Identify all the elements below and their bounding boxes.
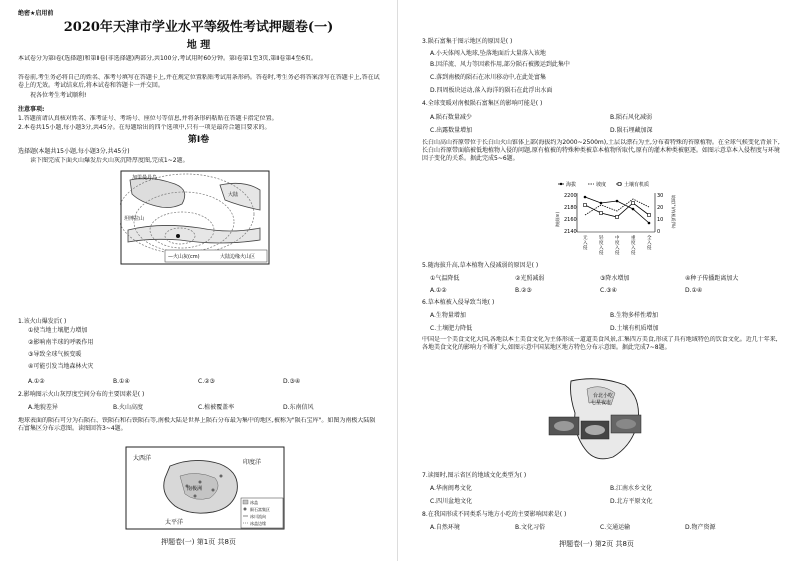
q7-options-row1: [430, 485, 790, 493]
q1-option-c[interactable]: C.②③: [198, 378, 215, 385]
food-map: [543, 375, 655, 463]
q7-option-b[interactable]: B.江南水乡文化: [610, 485, 653, 492]
section-title: 第Ⅰ卷: [187, 135, 210, 145]
question-1: 1.该火山爆发后( ): [18, 318, 67, 325]
q3-option-b[interactable]: B.因洋流、风力等因素作用,部分陨石被搬运到此集中: [430, 61, 570, 68]
chart3-cat-heavy: 重度入侵: [631, 236, 636, 256]
chart3-rtick-0: 0: [657, 229, 661, 235]
map2-label-atlantic: 大西洋: [133, 455, 152, 462]
footer-left: 押题卷(一) 第1页 共8页: [161, 538, 236, 546]
question-3: 3.陨石富集于图示地区的原因是( ): [422, 38, 513, 45]
q6-options-row1: [430, 312, 790, 320]
q4-option-b[interactable]: B.陨石风化减弱: [610, 114, 653, 121]
chart3-ylabel-right: 坡度(°)/有机质(%): [671, 195, 676, 229]
q7-options-row2: [430, 498, 790, 506]
q8-option-a[interactable]: A.自然环境: [430, 524, 460, 531]
intro-text-2: 答卷前,考生务必将自己的姓名、准考号填写在答题卡上,并在规定位置粘贴考试用条形码。答卷时,考生务必将答案涂写在答题卡上,答在试卷上的无效。考试结束后,将本试卷和答题卡一并交回。: [18, 74, 380, 89]
q6-option-c[interactable]: C.土壤肥力降低: [430, 325, 473, 332]
chart3-rtick-10: 10: [657, 217, 664, 223]
q7-option-a[interactable]: A.华南闽粤文化: [430, 485, 472, 492]
q5-item-4: ④种子传播距离加大: [685, 275, 739, 282]
question-4: 4.全球变暖对南极陨石富集区的影响可能是( ): [422, 100, 543, 107]
passage-4: 中国是一个美食文化大国,各地以本土美食文化为主体形成一道道美食风景,汇集四方美食,形成了具有地域特色的饮食文化。近几十年来,各地美食文化的影响力不断扩大,如图示意中国某地区地方特色分布示意图。据此完成7~8题。: [422, 336, 778, 351]
map2-legend-meteorite: 陨石富集区: [250, 507, 270, 512]
chart3-rtick-20: 20: [657, 205, 664, 211]
q8-option-c[interactable]: C.交通运输: [600, 524, 631, 531]
question-8: 8.在我国形成不同类系与地方小吃的主要影响因素是( ): [422, 511, 567, 518]
chart3-ytick-2160: 2160: [564, 217, 577, 223]
q1-option-d[interactable]: D.③④: [283, 378, 301, 385]
map4-label: 台北小吃七星夜市: [591, 393, 614, 406]
q5-items: [430, 275, 775, 283]
q1-option-a[interactable]: A.①②: [28, 378, 45, 385]
chart3-ytick-2200: 2200: [564, 193, 577, 199]
q1-options: [28, 378, 368, 386]
q5-item-3: ③降水增加: [600, 275, 630, 282]
q7-option-c[interactable]: C.四川盆地文化: [430, 498, 473, 505]
chart3-legend-organic: 土壤有机质: [624, 182, 650, 188]
question-6: 6.草本植被入侵导致当地( ): [422, 299, 495, 306]
map2-label-antarctica: 南极洲: [187, 486, 203, 492]
intro-text-3: 祝各位考生考试顺利!: [30, 92, 87, 99]
chart3-cat-light: 轻度入侵: [599, 236, 604, 256]
chart3-rtick-30: 30: [657, 193, 664, 199]
passage-3: 长白山高山苔原带位于长白山火山锥体上部(海拔约为2000~2500m),土层以漂石为主,分布着特殊的苔原植物。在全球气候变化背景下,长白山苔原带面临被低地植物入侵的问题,原有植被的特殊种类被草本植物所取代,原有的灌木种类被驱逐。如图示意草本入侵程度与环境因子变化的关系。据此完成5~6题。: [422, 139, 780, 162]
map2-legend-ice: 冰盖: [250, 500, 258, 505]
notice-title: 注意事项:: [18, 106, 45, 113]
q2-option-c[interactable]: C.植被覆盖率: [198, 404, 235, 411]
chart3-legend-slope: 坡度: [596, 182, 607, 188]
chart3-legend-altitude: 海拔: [566, 182, 577, 188]
map1-legend-b: 大陆边缘火山区: [220, 254, 256, 260]
question-5: 5.随海拔升高,草本植物入侵减弱的原因是( ): [422, 262, 539, 269]
notice-2: 2.本卷共15小题,每小题3分,共45分。在每题给出的四个选项中,只有一项是最符合题目要求的。: [18, 124, 271, 131]
secret-label: 绝密★启用前: [18, 10, 54, 17]
volcano-ash-map: [120, 170, 270, 265]
q3-option-d[interactable]: D.四周板块运动,落入海洋的陨石在此浮出水面: [430, 87, 553, 94]
q1-item-4: ④可能引发当地森林火灾: [28, 363, 94, 370]
q5-option-c[interactable]: C.③④: [600, 287, 617, 294]
invasion-chart: [550, 175, 680, 260]
map1-label-a: 加里曼丹岛: [132, 175, 158, 181]
q5-item-1: ①气温降低: [430, 275, 460, 282]
q4-option-d[interactable]: D.陨石埋藏加深: [610, 127, 653, 134]
q6-options-row2: [430, 325, 790, 333]
map2-legend-flow: 冰川流向: [250, 514, 266, 519]
q5-option-b[interactable]: B.②③: [515, 287, 532, 294]
map1-legend: —火山灰(cm): [168, 254, 200, 260]
q1-item-3: ③导致全球气候变暖: [28, 351, 82, 358]
q8-options: [430, 524, 770, 532]
right-page: [397, 0, 794, 561]
chart3-ytick-2140: 2140: [564, 229, 577, 235]
map1-label-b: 坦博拉山: [124, 216, 145, 222]
chart3-cat-full: 全入侵: [647, 236, 652, 251]
notice-1: 1.答题前请认真核对姓名、准考证号、考场号、座位号等信息,并将条形码粘贴在答题卡指定位置。: [18, 115, 278, 122]
q5-option-d[interactable]: D.①④: [685, 287, 703, 294]
passage-2: 地球表面的陨石可分为石陨石、铁陨石和石铁陨石等,南极大陆是世界上陨石分布最为集中的地区,被称为"陨石宝库"。如图为南极大陆陨石富集区分布示意图。读图回答3~4题。: [18, 417, 376, 432]
exam-title: 2020年天津市学业水平等级性考试押题卷(一): [63, 20, 334, 35]
q3-option-a[interactable]: A.小天体闯入地球,坠落地面后大量落入该地: [430, 50, 546, 57]
q1-item-2: ②影响南半球的呼吸作用: [28, 339, 94, 346]
q3-option-c[interactable]: C.落到南极的陨石在冰川移动中,在此处富集: [430, 74, 547, 81]
q1-item-1: ①使当地土壤肥力增加: [28, 327, 88, 334]
q2-option-a[interactable]: A.地貌差异: [28, 404, 58, 411]
map2-label-pacific: 太平洋: [165, 519, 184, 526]
chart3-ylabel-left: 海拔(m): [555, 211, 560, 227]
q6-option-a[interactable]: A.生物量增加: [430, 312, 466, 319]
chart3-cat-medium: 中度入侵: [615, 236, 620, 256]
section-intro: 选择题(本题共15小题,每小题3分,共45分): [18, 148, 130, 155]
question-7: 7.读图时,图示省区的地域文化类型为( ): [422, 472, 527, 479]
intro-text-1: 本试卷分为第Ⅰ卷(选择题)和第Ⅱ卷(非选择题)两部分,共100分,考试用时60分钟。第Ⅰ卷第1至3页,第Ⅱ卷第4至6页。: [18, 55, 317, 62]
passage-1: 读下图完成下面火山爆发后火山灰沉降厚度图,完成1~2题。: [30, 157, 189, 164]
q7-option-d[interactable]: D.北方平原文化: [610, 498, 653, 505]
q1-option-b[interactable]: B.①④: [113, 378, 130, 385]
q4-option-c[interactable]: C.出露数量增加: [430, 127, 473, 134]
q2-option-b[interactable]: B.火山高度: [113, 404, 144, 411]
subject-title: 地 理: [186, 40, 211, 51]
question-2: 2.影响图示火山灰厚度空间分布的主要因素是( ): [18, 391, 145, 398]
q8-option-b[interactable]: B.文化习俗: [515, 524, 546, 531]
chart3-ytick-2180: 2180: [564, 205, 577, 211]
q4-options-row2: [430, 127, 790, 135]
q2-options: [28, 404, 368, 412]
q2-option-d[interactable]: D.东南信风: [283, 404, 314, 411]
q6-option-b[interactable]: B.生物多样性增加: [610, 312, 659, 319]
antarctica-map: [125, 446, 285, 530]
q5-option-a[interactable]: A.①②: [430, 287, 447, 294]
q6-option-d[interactable]: D.土壤有机质增加: [610, 325, 659, 332]
q4-options-row1: [430, 114, 790, 122]
chart3-cat-none: 无入侵: [583, 236, 588, 251]
q5-item-2: ②光照减弱: [515, 275, 545, 282]
map1-label-c: 大陆: [228, 192, 239, 198]
footer-right: 押题卷(一) 第2页 共8页: [559, 540, 634, 548]
q8-option-d[interactable]: D.物产资源: [685, 524, 716, 531]
map2-label-indian: 印度洋: [243, 459, 262, 466]
map2-legend-edge: 冰盖边缘: [250, 521, 266, 526]
q5-options: [430, 287, 770, 295]
q4-option-a[interactable]: A.陨石数量减少: [430, 114, 472, 121]
